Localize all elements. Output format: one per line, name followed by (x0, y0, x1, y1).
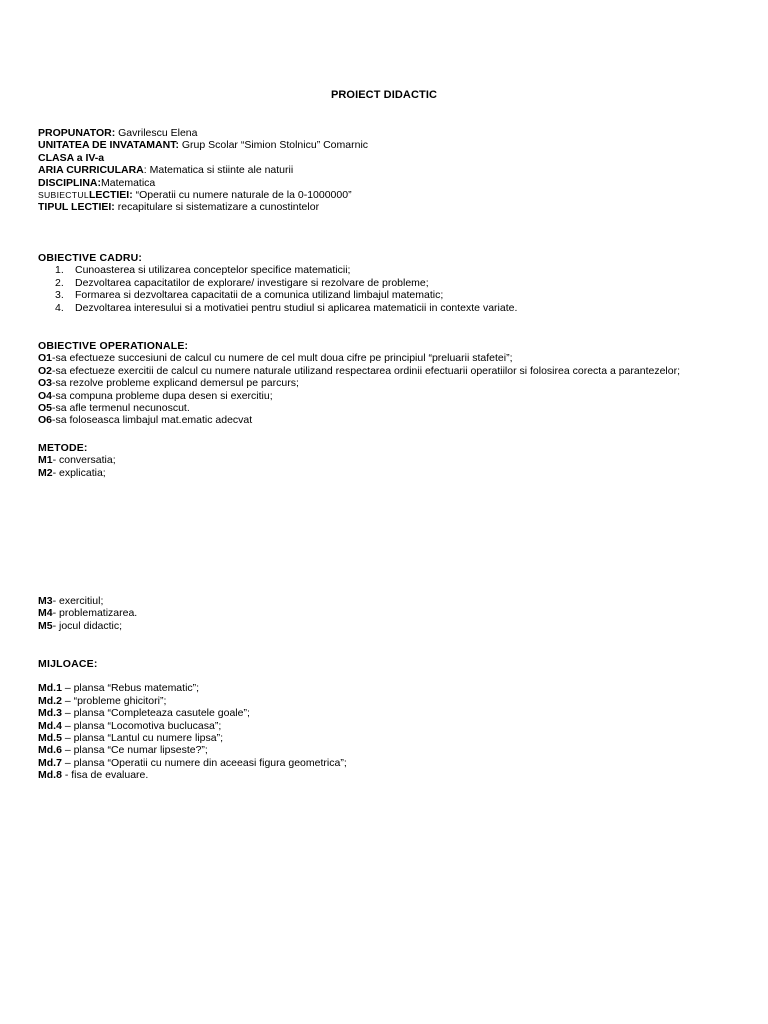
item-text: Dezvoltarea capacitatilor de explorare/ investigare si rezolvare de probleme; (75, 276, 429, 289)
resource-text: – plansa “Completeaza casutele goale”; (61, 707, 250, 720)
objective-text: -sa foloseasca limbajul mat.ematic adecvat (52, 414, 253, 427)
list-item (38, 744, 758, 756)
obiective-cadru-list (38, 264, 758, 314)
item-text: Dezvoltarea interesului si a motivatiei pentru studiul si aplicarea matematicii in contexte variate. (75, 301, 518, 314)
objective-text: -sa afle termenul necunoscut. (52, 402, 190, 415)
item-number: 4. (55, 301, 64, 314)
resource-code: Md.4 (38, 719, 62, 732)
objective-text: -sa efectueze exercitii de calcul cu numere naturale utilizand respectarea ordinii efectuarii operatiilor si folosirea corecta a parantezelor; (52, 364, 681, 377)
list-item (38, 695, 758, 707)
method-code: M1 (38, 454, 53, 467)
list-item (38, 707, 758, 719)
resource-code: Md.6 (38, 744, 62, 757)
list-item (38, 390, 758, 402)
list-item (38, 720, 758, 732)
list-item (38, 757, 758, 769)
item-number: 1. (55, 264, 64, 277)
resource-text: - fisa de evaluare. (61, 769, 149, 782)
objective-text: -sa efectueze succesiuni de calcul cu numere de cel mult doua cifre pe principiul “preluarii stafetei”; (52, 352, 513, 365)
subiectul-line (38, 189, 758, 201)
metode-section (38, 442, 758, 479)
subiectul-small: SUBIECTUL (38, 190, 89, 201)
item-text: Formarea si dezvoltarea capacitatii de a comunica utilizand limbajul matematic; (75, 289, 444, 302)
subiectul-value: “Operatii cu numere naturale de la 0-1000000” (132, 189, 352, 202)
resource-code: Md.1 (38, 682, 62, 695)
list-item (38, 454, 758, 466)
objective-text: -sa compuna probleme dupa desen si exercitiu; (52, 389, 273, 402)
unitatea-line (38, 139, 758, 151)
list-item (38, 682, 758, 694)
method-code: M4 (38, 607, 53, 620)
disciplina-value: Matematica (101, 176, 156, 189)
resource-text: – plansa “Ce numar lipseste?”; (61, 744, 208, 757)
subiectul-label: LECTIEI: (88, 189, 133, 202)
list-item (38, 769, 758, 781)
method-code: M5 (38, 619, 53, 632)
list-item (38, 377, 758, 389)
tipul-value: recapitulare si sistematizare a cunostintelor (114, 201, 320, 214)
resource-code: Md.8 (38, 769, 62, 782)
list-item (56, 264, 758, 276)
objective-code: O5 (38, 402, 53, 415)
list-item (38, 352, 758, 364)
list-item (38, 365, 758, 377)
clasa-line: CLASA a IV-a (38, 151, 105, 164)
list-item (38, 620, 758, 632)
resource-code: Md.7 (38, 756, 62, 769)
method-text: - exercitiul; (52, 595, 104, 607)
document-title: PROIECT DIDACTIC (330, 89, 438, 101)
unitatea-label: UNITATEA DE INVATAMANT: (38, 139, 179, 152)
objective-code: O3 (38, 377, 53, 390)
list-item (56, 277, 758, 289)
list-item (38, 467, 758, 479)
obiective-cadru-section (38, 252, 758, 314)
resource-text: – plansa “Operatii cu numere din aceeasi figura geometrica”; (61, 756, 347, 769)
tipul-line (38, 201, 758, 213)
objective-code: O1 (38, 352, 53, 365)
objective-code: O2 (38, 364, 53, 377)
item-number: 2. (55, 276, 64, 289)
mijloace-section (38, 658, 758, 782)
obiective-operationale-heading: OBIECTIVE OPERATIONALE: (38, 340, 189, 352)
resource-text: – “probleme ghicitori”; (61, 694, 167, 707)
list-item (56, 289, 758, 301)
method-text: - explicatia; (52, 466, 106, 479)
metode-continued (38, 595, 758, 632)
header-info (38, 127, 758, 214)
obiective-cadru-heading: OBIECTIVE CADRU: (38, 252, 143, 264)
method-text: - jocul didactic; (52, 619, 123, 632)
list-item (38, 414, 758, 426)
method-text: - problematizarea. (52, 607, 138, 620)
resource-text: – plansa “Rebus matematic”; (61, 682, 200, 695)
method-code: M3 (38, 595, 53, 607)
unitatea-value: Grup Scolar “Simion Stolnicu” Comarnic (178, 139, 369, 152)
aria-line (38, 164, 758, 176)
mijloace-heading: MIJLOACE: (38, 658, 98, 670)
disciplina-label: DISCIPLINA: (38, 176, 101, 189)
objective-text: -sa rezolve probleme explicand demersul pe parcurs; (52, 377, 299, 390)
list-item (56, 302, 758, 314)
objective-code: O6 (38, 414, 53, 427)
propunator-value: Gavrilescu Elena (115, 127, 198, 139)
tipul-label: TIPUL LECTIEI: (38, 201, 115, 214)
aria-value: : Matematica si stiinte ale naturii (143, 164, 294, 177)
resource-text: – plansa “Locomotiva buclucasa”; (61, 719, 222, 732)
disciplina-line (38, 177, 758, 189)
list-item (38, 595, 758, 607)
objective-code: O4 (38, 389, 53, 402)
method-text: - conversatia; (52, 454, 116, 467)
method-code: M2 (38, 466, 53, 479)
item-text: Cunoasterea si utilizarea conceptelor specifice matematicii; (75, 264, 351, 277)
propunator-line (38, 127, 758, 139)
list-item (38, 402, 758, 414)
resource-code: Md.3 (38, 707, 62, 720)
resource-code: Md.5 (38, 732, 62, 745)
propunator-label: PROPUNATOR: (38, 127, 116, 139)
resource-text: – plansa “Lantul cu numere lipsa”; (61, 732, 224, 745)
resource-code: Md.2 (38, 694, 62, 707)
list-item (38, 732, 758, 744)
list-item (38, 607, 758, 619)
obiective-operationale-section (38, 340, 758, 427)
item-number: 3. (55, 289, 64, 302)
metode-heading: METODE: (38, 442, 88, 454)
aria-label: ARIA CURRICULARA (38, 164, 144, 177)
